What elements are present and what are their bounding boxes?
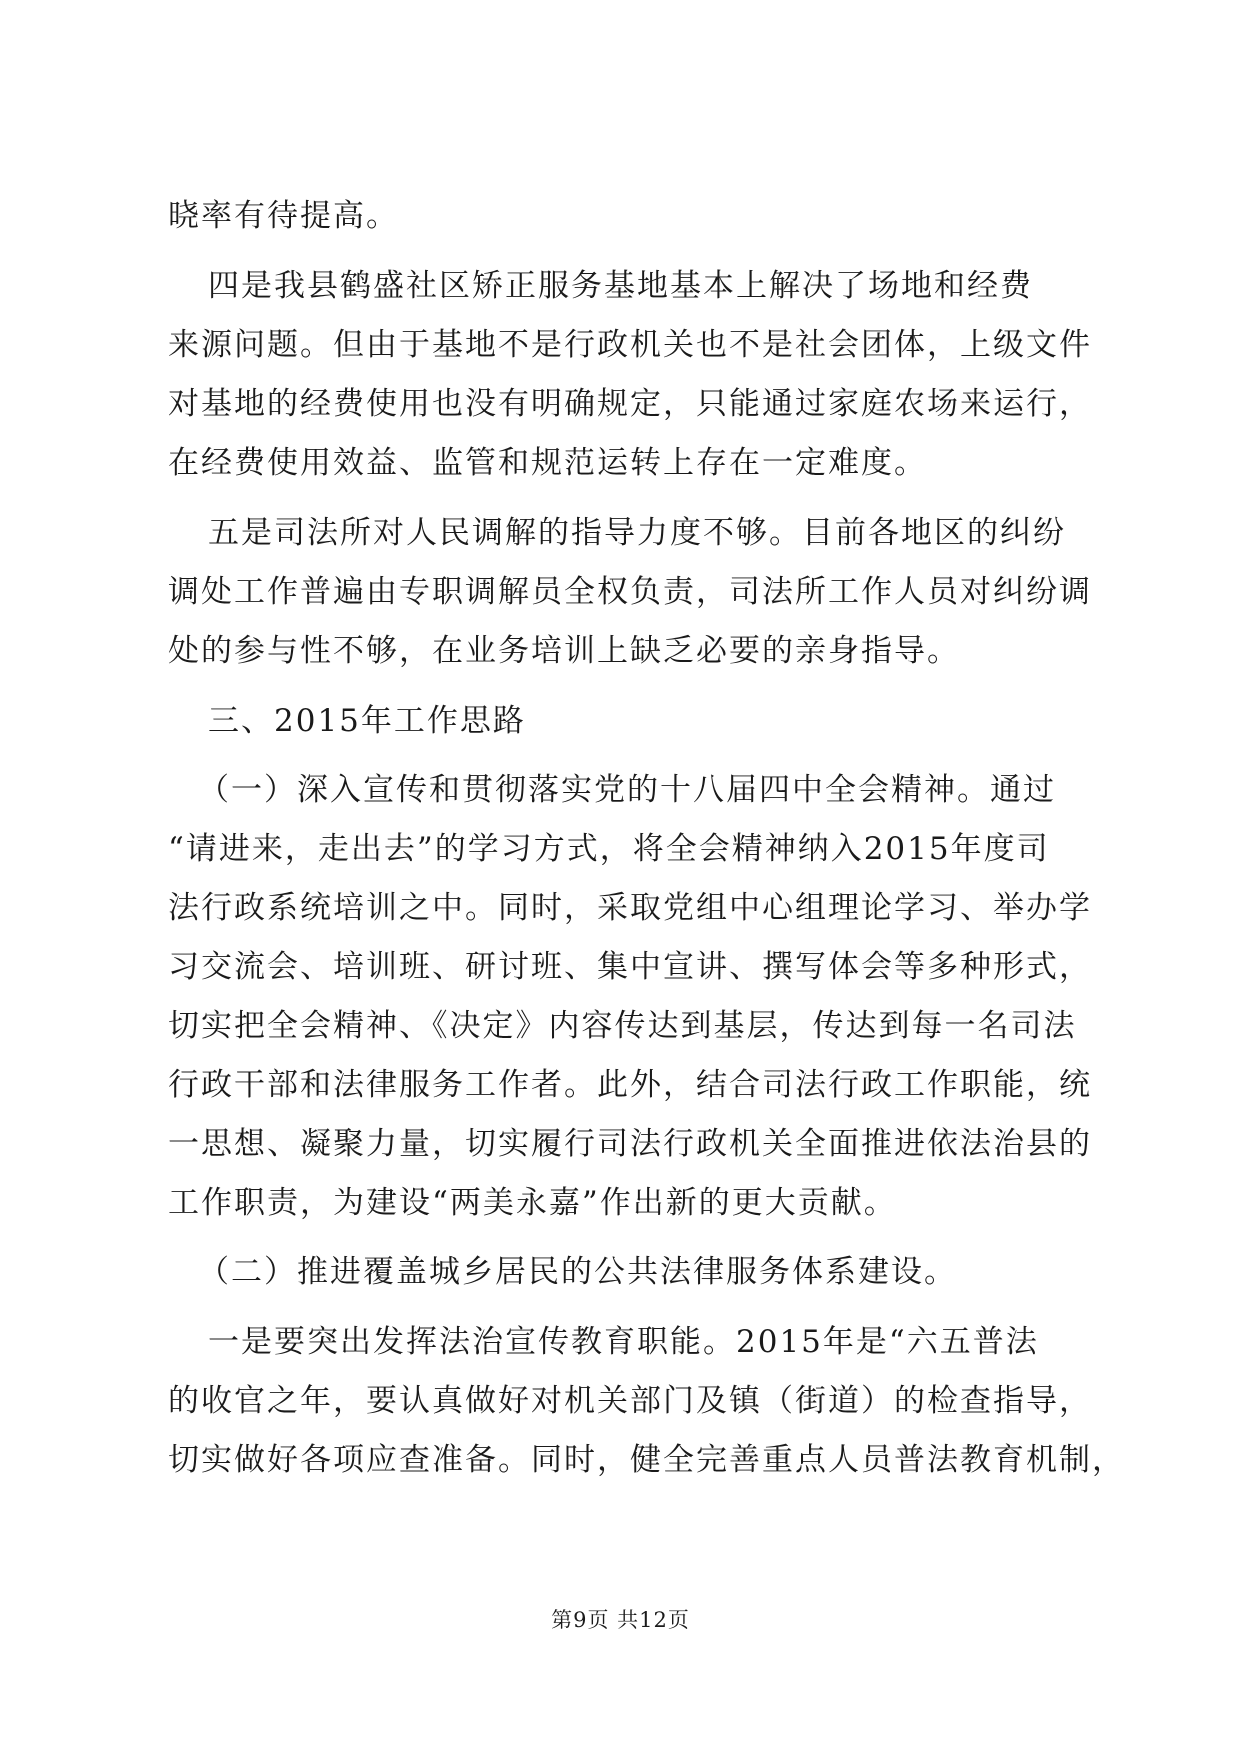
text-line: 切实把全会精神、《决定》内容传达到基层，传达到每一名司法 bbox=[168, 1008, 1077, 1044]
text-line: 晓率有待提高。 bbox=[168, 198, 399, 234]
text-line: 切实做好各项应查准备。同时，健全完善重点人员普法教育机制， bbox=[168, 1442, 1125, 1478]
page-footer: 第9页 共12页 bbox=[551, 1608, 690, 1632]
subsection-heading: （二）推进覆盖城乡居民的公共法律服务体系建设。 bbox=[198, 1254, 957, 1290]
text-line: 的收官之年，要认真做好对机关部门及镇（街道）的检查指导， bbox=[168, 1383, 1092, 1419]
text-line: 一是要突出发挥法治宣传教育职能。2015年是“六五普法 bbox=[208, 1324, 1039, 1360]
text-line: 习交流会、培训班、研讨班、集中宣讲、撰写体会等多种形式， bbox=[168, 949, 1092, 985]
text-line: 在经费使用效益、监管和规范运转上存在一定难度。 bbox=[168, 445, 927, 481]
subsection-heading: （一）深入宣传和贯彻落实党的十八届四中全会精神。通过 bbox=[198, 772, 1056, 808]
text-line: 五是司法所对人民调解的指导力度不够。目前各地区的纠纷 bbox=[208, 515, 1066, 551]
text-line: 四是我县鹤盛社区矫正服务基地基本上解决了场地和经费 bbox=[208, 268, 1033, 304]
section-heading: 三、2015年工作思路 bbox=[208, 703, 526, 739]
text-line: 行政干部和法律服务工作者。此外，结合司法行政工作职能，统 bbox=[168, 1067, 1092, 1103]
text-line: 处的参与性不够，在业务培训上缺乏必要的亲身指导。 bbox=[168, 633, 960, 669]
text-line: 来源问题。但由于基地不是行政机关也不是社会团体，上级文件 bbox=[168, 327, 1092, 363]
text-line: 一思想、凝聚力量，切实履行司法行政机关全面推进依法治县的 bbox=[168, 1126, 1092, 1162]
text-line: 对基地的经费使用也没有明确规定，只能通过家庭农场来运行， bbox=[168, 386, 1092, 422]
text-line: 法行政系统培训之中。同时，采取党组中心组理论学习、举办学 bbox=[168, 890, 1092, 926]
text-line: 工作职责，为建设“两美永嘉”作出新的更大贡献。 bbox=[168, 1185, 897, 1221]
text-line: “请进来，走出去”的学习方式，将全会精神纳入2015年度司 bbox=[168, 831, 1050, 867]
text-line: 调处工作普遍由专职调解员全权负责，司法所工作人员对纠纷调 bbox=[168, 574, 1092, 610]
